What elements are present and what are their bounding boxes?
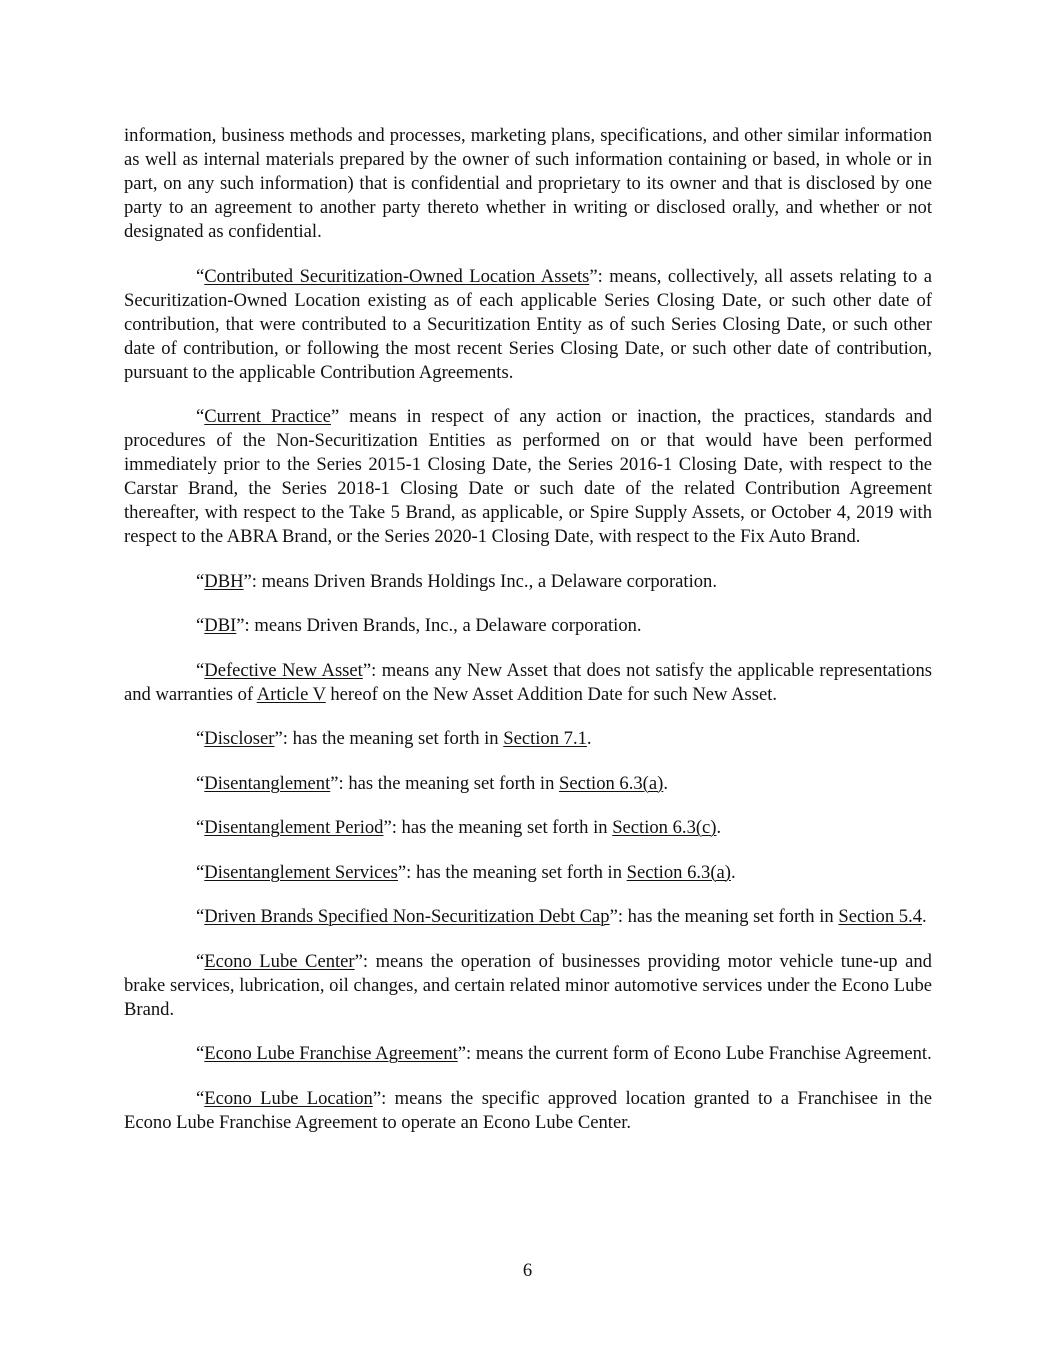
defined-term: Econo Lube Center [204,950,355,972]
definition-paragraph [124,265,932,385]
defined-term: Disentanglement Services [204,861,398,883]
definition-paragraph [124,614,932,638]
paragraph-text: ”: means the operation of businesses providing motor vehicle tune-up and brake services, lubrication, oil changes, and certain related minor automotive services under the Econo Lube Brand. [124,950,932,1020]
paragraph-text: “ [196,265,205,287]
paragraph-text: ”: means the specific approved location granted to a Franchisee in the Econo Lube Franchise Agreement to operate an Econo Lube Center. [124,1087,932,1133]
definition-paragraph [124,950,932,1022]
defined-term: Econo Lube Location [204,1087,373,1109]
paragraph-text: ”: means Driven Brands, Inc., a Delaware corporation. [236,615,642,636]
paragraph-text: . [730,861,736,883]
paragraph-text: “ [196,615,205,636]
defined-term: Section 7.1 [503,728,587,749]
paragraph-text: ”: means any New Asset that does not satisfy the applicable representations and warranties of [124,659,932,705]
paragraph-text: . [922,906,927,927]
paragraph-text: “ [196,728,205,749]
definition-paragraph [124,727,932,751]
paragraph-text: “ [196,406,205,427]
defined-term: Section 6.3(c) [612,817,717,838]
defined-term: Disentanglement [204,772,331,794]
paragraph-text: ”: means, collectively, all assets relating to a Securitization-Owned Location existing as of each applicable Series Closing Date, or such other date of contribution, that were contributed to a Securitization Entity as of such Series Closing Date, or such other date of contribution, or following the most recent Series Closing Date, or such other date of contribution, pursuant to the applicable Contribution Agreements. [124,265,932,383]
defined-term: Driven Brands Specified Non-Securitization Debt Cap [204,906,610,927]
paragraph-text: ”: has the meaning set forth in [397,861,627,883]
paragraph-text: information, business methods and processes, marketing plans, specifications, and other similar information as well as internal materials prepared by the owner of such information containing or based, in whole or in part, on any such information) that is confidential and proprietary to its owner and that is disclosed by one party to an agreement to another party thereto whether in writing or disclosed orally, and whether or not designated as confidential. [124,125,932,242]
definition-paragraph [124,124,932,244]
paragraph-text: . [586,728,592,749]
paragraph-text: “ [196,817,205,838]
paragraph-text: ”: has the meaning set forth in [383,817,613,838]
definition-paragraph [124,1042,932,1066]
paragraph-text: ”: means Driven Brands Holdings Inc., a Delaware corporation. [243,570,718,592]
defined-term: DBI [204,615,237,636]
defined-term: Section 5.4 [838,906,923,927]
document-body [124,124,932,1155]
paragraph-text: ”: has the meaning set forth in [274,728,504,749]
paragraph-text: ”: has the meaning set forth in [609,906,839,927]
defined-term: Section 6.3(a) [559,772,664,794]
defined-term: DBH [204,570,244,592]
paragraph-text: hereof on the New Asset Addition Date for such New Asset. [325,683,778,705]
paragraph-text: ”: means the current form of Econo Lube Franchise Agreement. [457,1043,932,1064]
paragraph-text: ” means in respect of any action or inaction, the practices, standards and procedures of the Non-Securitization Entities as performed on or that would have been performed immediately prior to the Series 2015-1 Closing Date, the Series 2016-1 Closing Date, with respect to the Carstar Brand, the Series 2018-1 Closing Date or such date of the related Contribution Agreement thereafter, with respect to the Take 5 Brand, as applicable, or Spire Supply Assets, or October 4, 2019 with respect to the ABRA Brand, or the Series 2020-1 Closing Date, with respect to the Fix Auto Brand. [124,406,932,547]
definition-paragraph [124,861,932,885]
definition-paragraph [124,405,932,549]
defined-term: Article V [256,683,326,705]
paragraph-text: “ [196,1087,205,1109]
paragraph-text: “ [196,772,205,794]
definition-paragraph [124,905,932,929]
paragraph-text: . [716,817,722,838]
page-number: 6 [522,1260,533,1281]
defined-term: Section 6.3(a) [626,861,731,883]
paragraph-text: . [663,772,668,794]
definition-paragraph [124,816,932,840]
paragraph-text: ”: has the meaning set forth in [330,772,560,794]
defined-term: Disentanglement Period [204,817,384,838]
paragraph-text: “ [196,659,205,681]
defined-term: Defective New Asset [204,659,363,681]
paragraph-text: “ [196,570,205,592]
defined-term: Discloser [204,728,275,749]
defined-term: Current Practice [204,406,331,427]
definition-paragraph [124,1087,932,1135]
definition-paragraph [124,772,932,796]
definition-paragraph [124,659,932,707]
definition-paragraph [124,570,932,594]
defined-term: Econo Lube Franchise Agreement [204,1043,458,1064]
paragraph-text: “ [196,1043,205,1064]
paragraph-text: “ [196,950,205,972]
defined-term: Contributed Securitization-Owned Location Assets [204,265,590,287]
paragraph-text: “ [196,861,205,883]
paragraph-text: “ [196,906,205,927]
